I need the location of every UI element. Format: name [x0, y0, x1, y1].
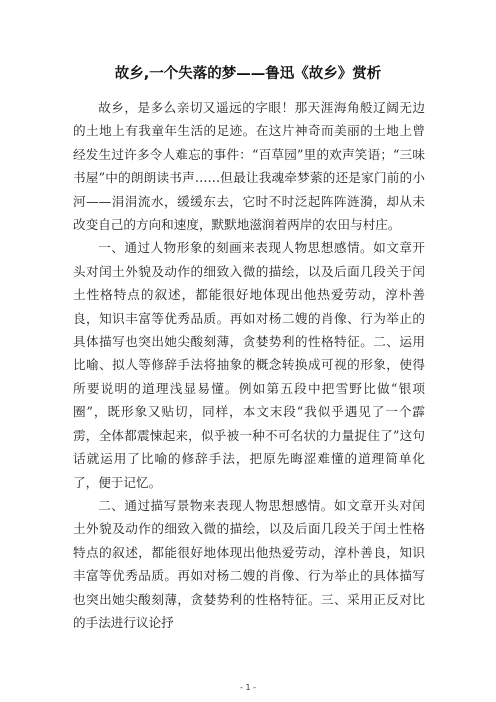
document-title: 故乡,一个失落的梦——鲁迅《故乡》赏析 [114, 66, 382, 82]
document-body [73, 96, 425, 634]
paragraph: 故乡，是多么亲切又遥远的字眼！那天涯海角般辽阔无边的土地上有我童年生活的足迹。在这片神奇而美丽的土地上曾经发生过许多令人难忘的事件：“百草园”里的欢声笑语；“三味书屋”中的朗朗读书声……但最让我魂牵梦萦的还是家门前的小河——涓涓流水，缓缓东去，它时不时泛起阵阵涟漪，却从未改变自己的方向和速度，默默地滋润着两岸的农田与村庄。 [73, 100, 425, 233]
page-number: - 1 - [240, 683, 256, 692]
paragraph: 一、通过人物形象的刻画来表现人物思想感情。如文章开头对闰土外貌及动作的细致入微的描绘，以及后面几段关于闰土性格特点的叙述，都能很好地体现出他热爱劳动，淳朴善良，知识丰富等优秀品质。再如对杨二嫂的肖像、行为举止的具体描写也突出她尖酸刻薄，贪婪势利的性格特征。二、运用比喻、拟人等修辞手法将抽象的概念转换成可视的形象，使得所要说明的道理浅显易懂。例如第五段中把雪野比做“银项圈”，既形象又贴切，同样，本文末段“我似乎遇见了一个霹雳，全体都震悚起来，似乎被一种不可名状的力量捉住了”这句话就运用了比喻的修辞手法，把原先晦涩难懂的道理简单化了，便于记忆。 [73, 240, 425, 490]
paragraph: 二、通过描写景物来表现人物思想感情。如文章开头对闰土外貌及动作的细致入微的描绘，以及后面几段关于闰土性格特点的叙述，都能很好地体现出他热爱劳动，淳朴善良，知识丰富等优秀品质。再如对杨二嫂的肖像、行为举止的具体描写也突出她尖酸刻薄，贪婪势利的性格特征。三、采用正反对比的手法进行议论抒 [73, 497, 425, 630]
